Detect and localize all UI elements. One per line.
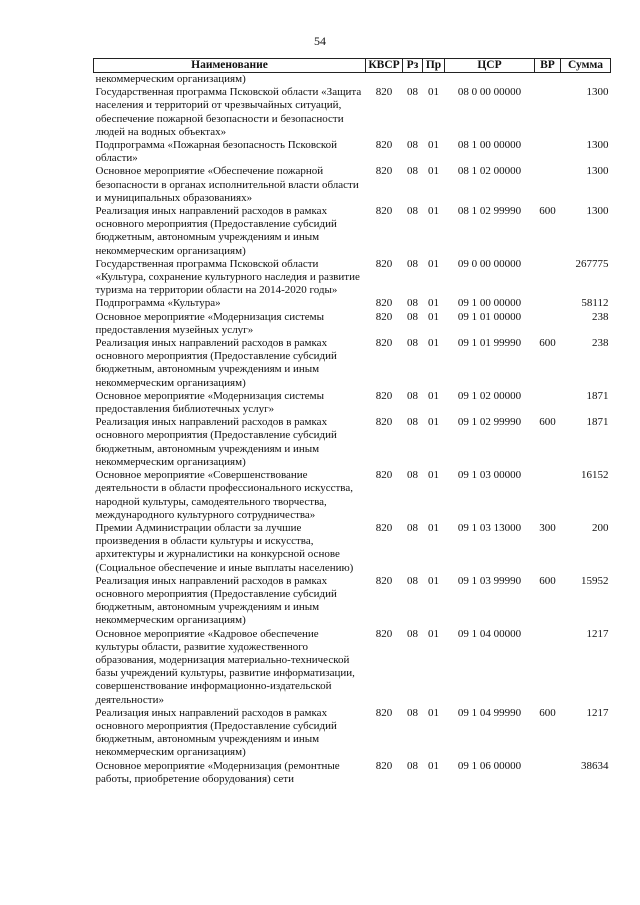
cell-kvsr: 820: [375, 759, 393, 772]
cell-sum: 267775: [575, 257, 609, 270]
cell-rz: 08: [407, 521, 418, 534]
cell-kvsr: 820: [375, 416, 393, 429]
cell-kvsr: 820: [375, 389, 393, 402]
table-row: [94, 205, 611, 258]
cell-rz: 08: [407, 469, 418, 482]
cell-kvsr: [366, 73, 403, 87]
cell-csr: 09 1 00 00000: [457, 297, 522, 310]
cell-vr: [535, 311, 561, 337]
cell-name: Основное мероприятие «Модернизация системы предоставления библиотечных услуг»: [95, 389, 325, 416]
cell-name: Основное мероприятие «Кадровое обеспечение культуры области, развитие художественного образования, модернизация материально-технической базы учреждений культуры, развитие информатизации, совершенствование информационно-издательской деятельности»: [95, 627, 355, 706]
cell-pr: 01: [428, 574, 439, 587]
cell-pr: 01: [428, 759, 439, 772]
table-row: [94, 297, 611, 310]
table-row: [94, 337, 611, 390]
cell-vr: [535, 165, 561, 205]
cell-name: Основное мероприятие «Модернизация (ремонтные работы, приобретение оборудования) сети: [95, 759, 340, 785]
cell-vr: [535, 139, 561, 165]
cell-csr: 08 1 00 00000: [457, 139, 522, 152]
cell-rz: 08: [407, 297, 418, 310]
cell-sum: [561, 73, 611, 87]
cell-rz: 08: [407, 416, 418, 429]
cell-kvsr: 820: [375, 139, 393, 152]
header-name: Наименование: [94, 59, 366, 73]
cell-pr: 01: [428, 389, 439, 402]
table-row: [94, 707, 611, 760]
cell-csr: 09 1 03 99990: [457, 574, 522, 587]
cell-sum: 16152: [581, 469, 609, 482]
cell-sum: 1217: [586, 627, 609, 640]
cell-pr: 01: [428, 627, 439, 640]
cell-name: Государственная программа Псковской области «Культура, сохранение культурного наследия и развитие туризма на территории области на 2014-2020 годы»: [95, 257, 360, 297]
cell-sum: 1871: [586, 389, 609, 402]
cell-name: Государственная программа Псковской области «Защита населения и территорий от чрезвычайных ситуаций, обеспечение пожарной безопасности и безопасности людей на водных объектах»: [95, 86, 362, 138]
table-row: [94, 469, 611, 522]
table-row: [94, 86, 611, 139]
cell-kvsr: 820: [375, 310, 393, 323]
cell-kvsr: 820: [375, 574, 393, 587]
cell-sum: 1217: [586, 706, 609, 719]
cell-kvsr: 820: [375, 297, 393, 310]
cell-vr: [535, 469, 561, 522]
cell-csr: 09 1 03 00000: [457, 469, 522, 482]
cell-vr: 600: [539, 706, 556, 719]
cell-sum: 58112: [581, 297, 609, 310]
cell-csr: 08 1 02 00000: [457, 165, 522, 178]
cell-rz: [403, 73, 423, 87]
cell-name: Основное мероприятие «Совершенствование деятельности в области профессионального искусства, народной культуры, самодеятельного творчества, международного культурного сотрудничества»: [95, 469, 353, 521]
cell-csr: 09 1 03 13000: [457, 521, 522, 534]
cell-kvsr: 820: [375, 627, 393, 640]
cell-name: Премии Администрации области за лучшие произведения в области культуры и искусства, архитектуры и журналистики на конкурсной основе (Социальное обеспечение и иные выплаты населению): [95, 521, 354, 574]
cell-pr: 01: [428, 310, 439, 323]
cell-pr: 01: [428, 205, 439, 218]
cell-sum: 38634: [581, 759, 609, 772]
cell-vr: [535, 760, 561, 786]
cell-pr: 01: [428, 706, 439, 719]
table-row: [94, 258, 611, 298]
cell-rz: 08: [407, 205, 418, 218]
cell-vr: [535, 628, 561, 707]
cell-rz: 08: [407, 337, 418, 350]
cell-csr: 08 0 00 00000: [457, 86, 522, 99]
budget-table: [93, 58, 611, 786]
cell-pr: 01: [428, 165, 439, 178]
cell-sum: 15952: [581, 574, 609, 587]
cell-name: Основное мероприятие «Обеспечение пожарной безопасности в органах исполнительной власти области и муниципальных образованиях»: [95, 165, 359, 204]
cell-csr: 09 1 01 99990: [457, 337, 522, 350]
cell-name: некоммерческим организациям): [95, 73, 246, 85]
cell-kvsr: 820: [375, 521, 393, 534]
header-csr: ЦСР: [445, 59, 535, 73]
cell-pr: 01: [428, 139, 439, 152]
cell-vr: [535, 390, 561, 416]
cell-rz: 08: [407, 165, 418, 178]
table-row: [94, 165, 611, 205]
page-number: 54: [314, 34, 326, 48]
cell-kvsr: 820: [375, 469, 393, 482]
table-row: [94, 522, 611, 575]
cell-name: Реализация иных направлений расходов в рамках основного мероприятия (Предоставление субсидий бюджетным, автономным учреждениям и иным некоммерческим организациям): [95, 416, 337, 468]
cell-rz: 08: [407, 389, 418, 402]
table-row: [94, 628, 611, 707]
cell-vr: [535, 73, 561, 87]
cell-vr: [535, 297, 561, 310]
cell-pr: 01: [428, 469, 439, 482]
table-row: [94, 390, 611, 416]
table-row: [94, 760, 611, 786]
cell-name: Основное мероприятие «Модернизация системы предоставления музейных услуг»: [95, 310, 325, 336]
cell-kvsr: 820: [375, 257, 393, 270]
cell-name: Подпрограмма «Пожарная безопасность Псковской области»: [95, 139, 338, 165]
cell-kvsr: 820: [375, 165, 393, 178]
cell-sum: 1300: [586, 86, 609, 99]
cell-vr: [535, 86, 561, 139]
header-pr: Пр: [423, 59, 445, 73]
cell-sum: 200: [592, 521, 609, 534]
cell-rz: 08: [407, 574, 418, 587]
cell-pr: 01: [428, 86, 439, 99]
cell-pr: 01: [428, 521, 439, 534]
cell-sum: 1300: [586, 139, 609, 152]
cell-vr: 600: [539, 574, 556, 587]
cell-csr: 09 1 01 00000: [457, 310, 522, 323]
cell-kvsr: 820: [375, 205, 393, 218]
table-row: [94, 575, 611, 628]
cell-pr: [423, 73, 445, 87]
table-row: [94, 139, 611, 165]
cell-rz: 08: [407, 139, 418, 152]
cell-csr: 08 1 02 99990: [457, 205, 522, 218]
cell-vr: 600: [539, 205, 556, 218]
cell-sum: 238: [592, 337, 609, 350]
cell-rz: 08: [407, 86, 418, 99]
cell-pr: 01: [428, 337, 439, 350]
cell-rz: 08: [407, 627, 418, 640]
cell-sum: 1300: [586, 165, 609, 178]
header-kvsr: КВСР: [366, 59, 403, 73]
cell-vr: 600: [539, 416, 556, 429]
cell-csr: [445, 73, 535, 87]
cell-pr: 01: [428, 297, 439, 310]
cell-vr: 600: [539, 337, 556, 350]
cell-name: Реализация иных направлений расходов в рамках основного мероприятия (Предоставление субсидий бюджетным, автономным учреждениям и иным некоммерческим организациям): [95, 337, 337, 389]
cell-sum: 238: [592, 310, 609, 323]
cell-csr: 09 1 06 00000: [457, 759, 522, 772]
table-header-row: [94, 59, 611, 73]
cell-kvsr: 820: [375, 86, 393, 99]
cell-rz: 08: [407, 310, 418, 323]
cell-rz: 08: [407, 706, 418, 719]
table-row: [94, 311, 611, 337]
cell-name: Реализация иных направлений расходов в рамках основного мероприятия (Предоставление субсидий бюджетным, автономным учреждениям и иным некоммерческим организациям): [95, 706, 337, 759]
table-row: [94, 416, 611, 469]
cell-sum: 1300: [586, 205, 609, 218]
table-row: [94, 73, 611, 87]
cell-csr: 09 1 04 99990: [457, 706, 522, 719]
cell-kvsr: 820: [375, 706, 393, 719]
cell-name: Реализация иных направлений расходов в рамках основного мероприятия (Предоставление субсидий бюджетным, автономным учреждениям и иным некоммерческим организациям): [95, 205, 337, 257]
cell-kvsr: 820: [375, 337, 393, 350]
cell-vr: 300: [539, 521, 556, 534]
header-sum: Сумма: [561, 59, 611, 73]
cell-csr: 09 1 02 99990: [457, 416, 522, 429]
cell-rz: 08: [407, 759, 418, 772]
cell-name: Подпрограмма «Культура»: [95, 297, 221, 310]
cell-pr: 01: [428, 416, 439, 429]
cell-rz: 08: [407, 257, 418, 270]
cell-name: Реализация иных направлений расходов в рамках основного мероприятия (Предоставление субсидий бюджетным, автономным учреждениям и иным некоммерческим организациям): [95, 574, 337, 627]
cell-sum: 1871: [586, 416, 609, 429]
header-rz: Рз: [403, 59, 423, 73]
cell-csr: 09 1 04 00000: [457, 627, 522, 640]
cell-pr: 01: [428, 257, 439, 270]
cell-csr: 09 0 00 00000: [457, 257, 522, 270]
header-vr: ВР: [535, 59, 561, 73]
cell-vr: [535, 258, 561, 298]
cell-csr: 09 1 02 00000: [457, 389, 522, 402]
